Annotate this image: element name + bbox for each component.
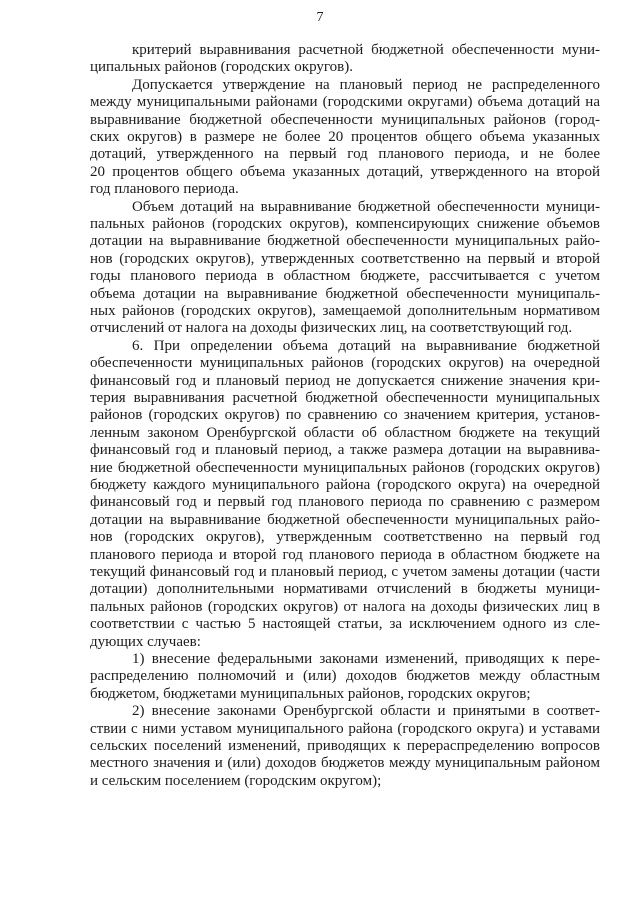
text-line: финансовый год и плановый период, а также размера дотации на выравнива-	[90, 442, 600, 459]
text-line: местного значения и (или) доходов бюджетов между муниципальным районом	[90, 755, 600, 772]
text-line: ствии с ними уставом муниципального района (городского округа) и уставами	[90, 720, 600, 737]
text-line: текущий финансовый год и плановый период, с учетом замены дотации (части	[90, 564, 600, 580]
text-line: Объем дотаций на выравнивание бюджетной обеспеченности муници-	[132, 198, 600, 215]
text-line: пальных районов (городских округов) от налога на доходы физических лиц в	[90, 598, 600, 615]
text-line: сельских поселений изменений, приводящих к перераспределению вопросов	[90, 738, 600, 754]
text-line: планового периода и второй год планового периода в областном бюджете на	[90, 546, 600, 563]
text-line: критерий выравнивания расчетной бюджетной обеспеченности муни-	[132, 42, 600, 58]
text-line: пальных районов (городских округов), компенсирующих снижение объемов	[90, 216, 600, 232]
page-number: 7	[316, 10, 324, 25]
text-line: терия выравнивания расчетной бюджетной обеспеченности муниципальных	[90, 390, 600, 406]
text-line: дотации на выравнивание бюджетной обеспеченности муниципальных райо-	[90, 511, 600, 528]
text-line: годы планового периода в областном бюджете, рассчитывается с учетом	[90, 268, 600, 285]
text-line: 20 процентов общего объема указанных дотаций, утвержденного на второй	[90, 163, 600, 180]
text-line: дующих случаев:	[90, 633, 201, 650]
text-line: финансовый год и плановый период не допускается снижение значения кри-	[90, 372, 600, 389]
text-line: 6. При определении объема дотаций на выравнивание бюджетной	[132, 337, 600, 354]
text-line: отчислений от налога на доходы физических лиц, на соответствующий год.	[90, 320, 573, 337]
text-line: ципальных районов (городских округов).	[90, 59, 353, 76]
text-line: 1) внесение федеральными законами изменений, приводящих к пере-	[132, 651, 600, 667]
text-line: дотаций, утвержденного на первый год планового периода, и не более	[90, 146, 600, 163]
text-line: бюджетом, бюджетами муниципальных районов, городских округов;	[90, 685, 531, 702]
text-line: Допускается утверждение на плановый период не распределенного	[132, 76, 600, 93]
text-line: дотации) дополнительными нормативами отчислений в бюджеты муници-	[90, 581, 600, 598]
text-line: объема дотации на выравнивание бюджетной обеспеченности муниципаль-	[90, 285, 600, 302]
text-line: бюджету каждого муниципального района (городского округа) на очередной	[90, 477, 600, 493]
text-line: ских округов) в размере не более 20 процентов общего объема указанных	[90, 129, 600, 145]
text-line: и сельским поселением (городским округом);	[90, 772, 382, 789]
text-line: обеспеченности муниципальных районов (городских округов) на очередной	[90, 355, 600, 372]
text-line: соответствии с частью 5 настоящей статьи, за исключением одного из сле-	[90, 616, 600, 633]
text-line: районов (городских округов) по сравнению со значением критерия, установ-	[90, 407, 600, 424]
text-line: нов (городских округов), утвержденным соответственно на первый год	[90, 529, 600, 546]
text-line: год планового периода.	[90, 181, 239, 198]
text-line: нов (городских округов), утвержденных соответственно на первый и второй	[90, 250, 600, 267]
text-line: выравнивание бюджетной обеспеченности муниципальных районов (город-	[90, 111, 600, 128]
text-line: между муниципальными районами (городскими округами) объема дотаций на	[90, 94, 600, 111]
text-line: ленным законом Оренбургской области об областном бюджете на текущий	[90, 424, 600, 441]
text-line: 2) внесение законами Оренбургской области и принятыми в соответ-	[132, 703, 600, 720]
text-line: ных районов (городских округов), замещаемой дополнительным нормативом	[90, 303, 600, 319]
text-line: дотации на выравнивание бюджетной обеспеченности муниципальных райо-	[90, 233, 600, 250]
text-line: финансовый год и первый год планового периода по сравнению с размером	[90, 494, 600, 511]
text-line: распределению полномочий и (или) доходов бюджетов между областным	[90, 668, 600, 685]
text-line: ние бюджетной обеспеченности муниципальных районов (городских округов)	[90, 459, 600, 476]
